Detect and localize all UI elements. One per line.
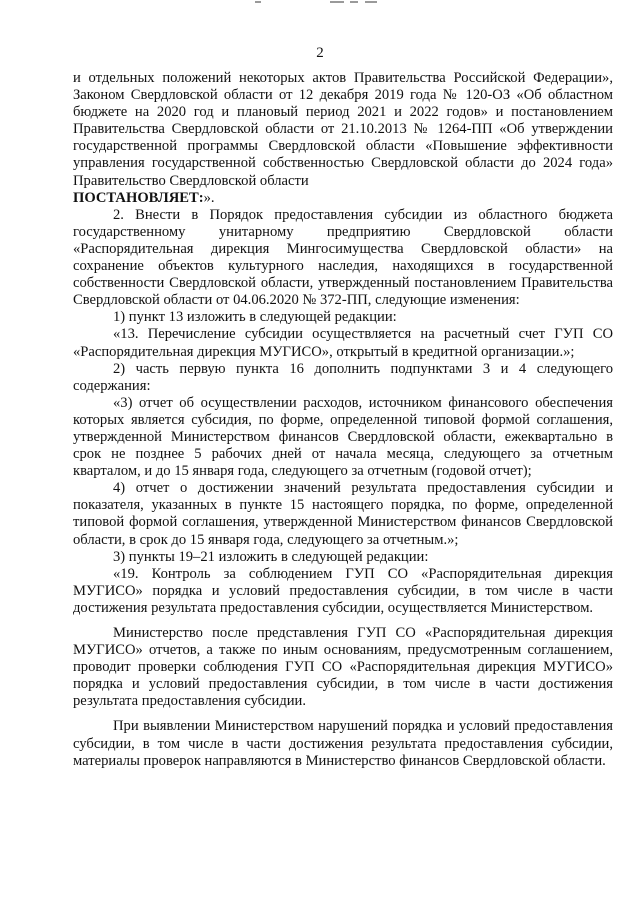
paragraph-subitem-3: 3) пункты 19–21 изложить в следующей редакции:	[113, 548, 429, 565]
paragraph-violations: При выявлении Министерством нарушений порядка и условий предоставления субсидии, в том числе в части достижения результата предоставления субсидии, материалы проверок направляются в Министерство финансов Свердловской области.	[73, 718, 613, 769]
scan-artifact	[255, 0, 395, 6]
paragraph-preamble: и отдельных положений некоторых актов Правительства Российской Федерации», Законом Свердловской области от 12 декабря 2019 года № 120-ОЗ «Об областном бюджете на 2020 год и плановый период 2021 и 2022 годов» и постановлением Правительства Свердловской области от 21.10.2013 № 1264-ПП «Об утверждении государственной программы Свердловской области «Повышение эффективности управления государственной собственностью Свердловской области до 2024 года» Правительство Свердловской области	[73, 70, 613, 189]
paragraph-resolution	[73, 190, 613, 207]
resolution-word: ПОСТАНОВЛЯЕТ:	[73, 189, 204, 206]
paragraph-subpoint-3: «3) отчет об осуществлении расходов, источником финансового обеспечения которых является субсидия, по форме, определенной типовой формой соглашения, утвержденной Министерством финансов Свердловской области, ежеквартально в срок не позднее 5 рабочих дней от начала месяца, следующего за отчетным кварталом, и до 15 января года, следующего за отчетным (годовой отчет);	[73, 394, 613, 480]
resolution-tail: ».	[203, 189, 215, 206]
paragraph-subpoint-4: 4) отчет о достижении значений результата предоставления субсидии и показателя, указанных в пункте 15 настоящего порядка, по форме, определенной типовой формой соглашения, утвержденной Министерством финансов Свердловской области, в срок до 15 января года, следующего за отчетным.»;	[73, 480, 613, 548]
paragraph-point-19: «19. Контроль за соблюдением ГУП СО «Распорядительная дирекция МУГИСО» порядка и условий предоставления субсидии, в том числе в части достижения результата предоставления субсидии, осуществляется Министерством.	[73, 565, 613, 616]
page-number: 2	[316, 45, 324, 61]
paragraph-item-2: 2. Внести в Порядок предоставления субсидии из областного бюджета государственному унитарному предприятию Свердловской области «Распорядительная дирекция Мингосимущества Свердловской области» на сохранение объектов культурного наследия, находящихся в государственной собственности Свердловской области, утвержденный постановлением Правительства Свердловской области от 04.06.2020 № 372-ПП, следующие изменения:	[73, 206, 613, 309]
paragraph-point-13: «13. Перечисление субсидии осуществляется на расчетный счет ГУП СО «Распорядительная дирекция МУГИСО», открытый в кредитной организации.»;	[73, 326, 613, 360]
paragraph-ministry-checks: Министерство после представления ГУП СО «Распорядительная дирекция МУГИСО» отчетов, а также по иным основаниям, предусмотренным соглашением, проводит проверки соблюдения ГУП СО «Распорядительная дирекция МУГИСО» порядка и условий предоставления субсидии, в том числе в части достижения результата предоставления субсидии.	[73, 625, 613, 710]
paragraph-subitem-2: 2) часть первую пункта 16 дополнить подпунктами 3 и 4 следующего содержания:	[73, 360, 613, 394]
document-body	[73, 70, 613, 770]
paragraph-subitem-1: 1) пункт 13 изложить в следующей редакции:	[113, 309, 397, 326]
